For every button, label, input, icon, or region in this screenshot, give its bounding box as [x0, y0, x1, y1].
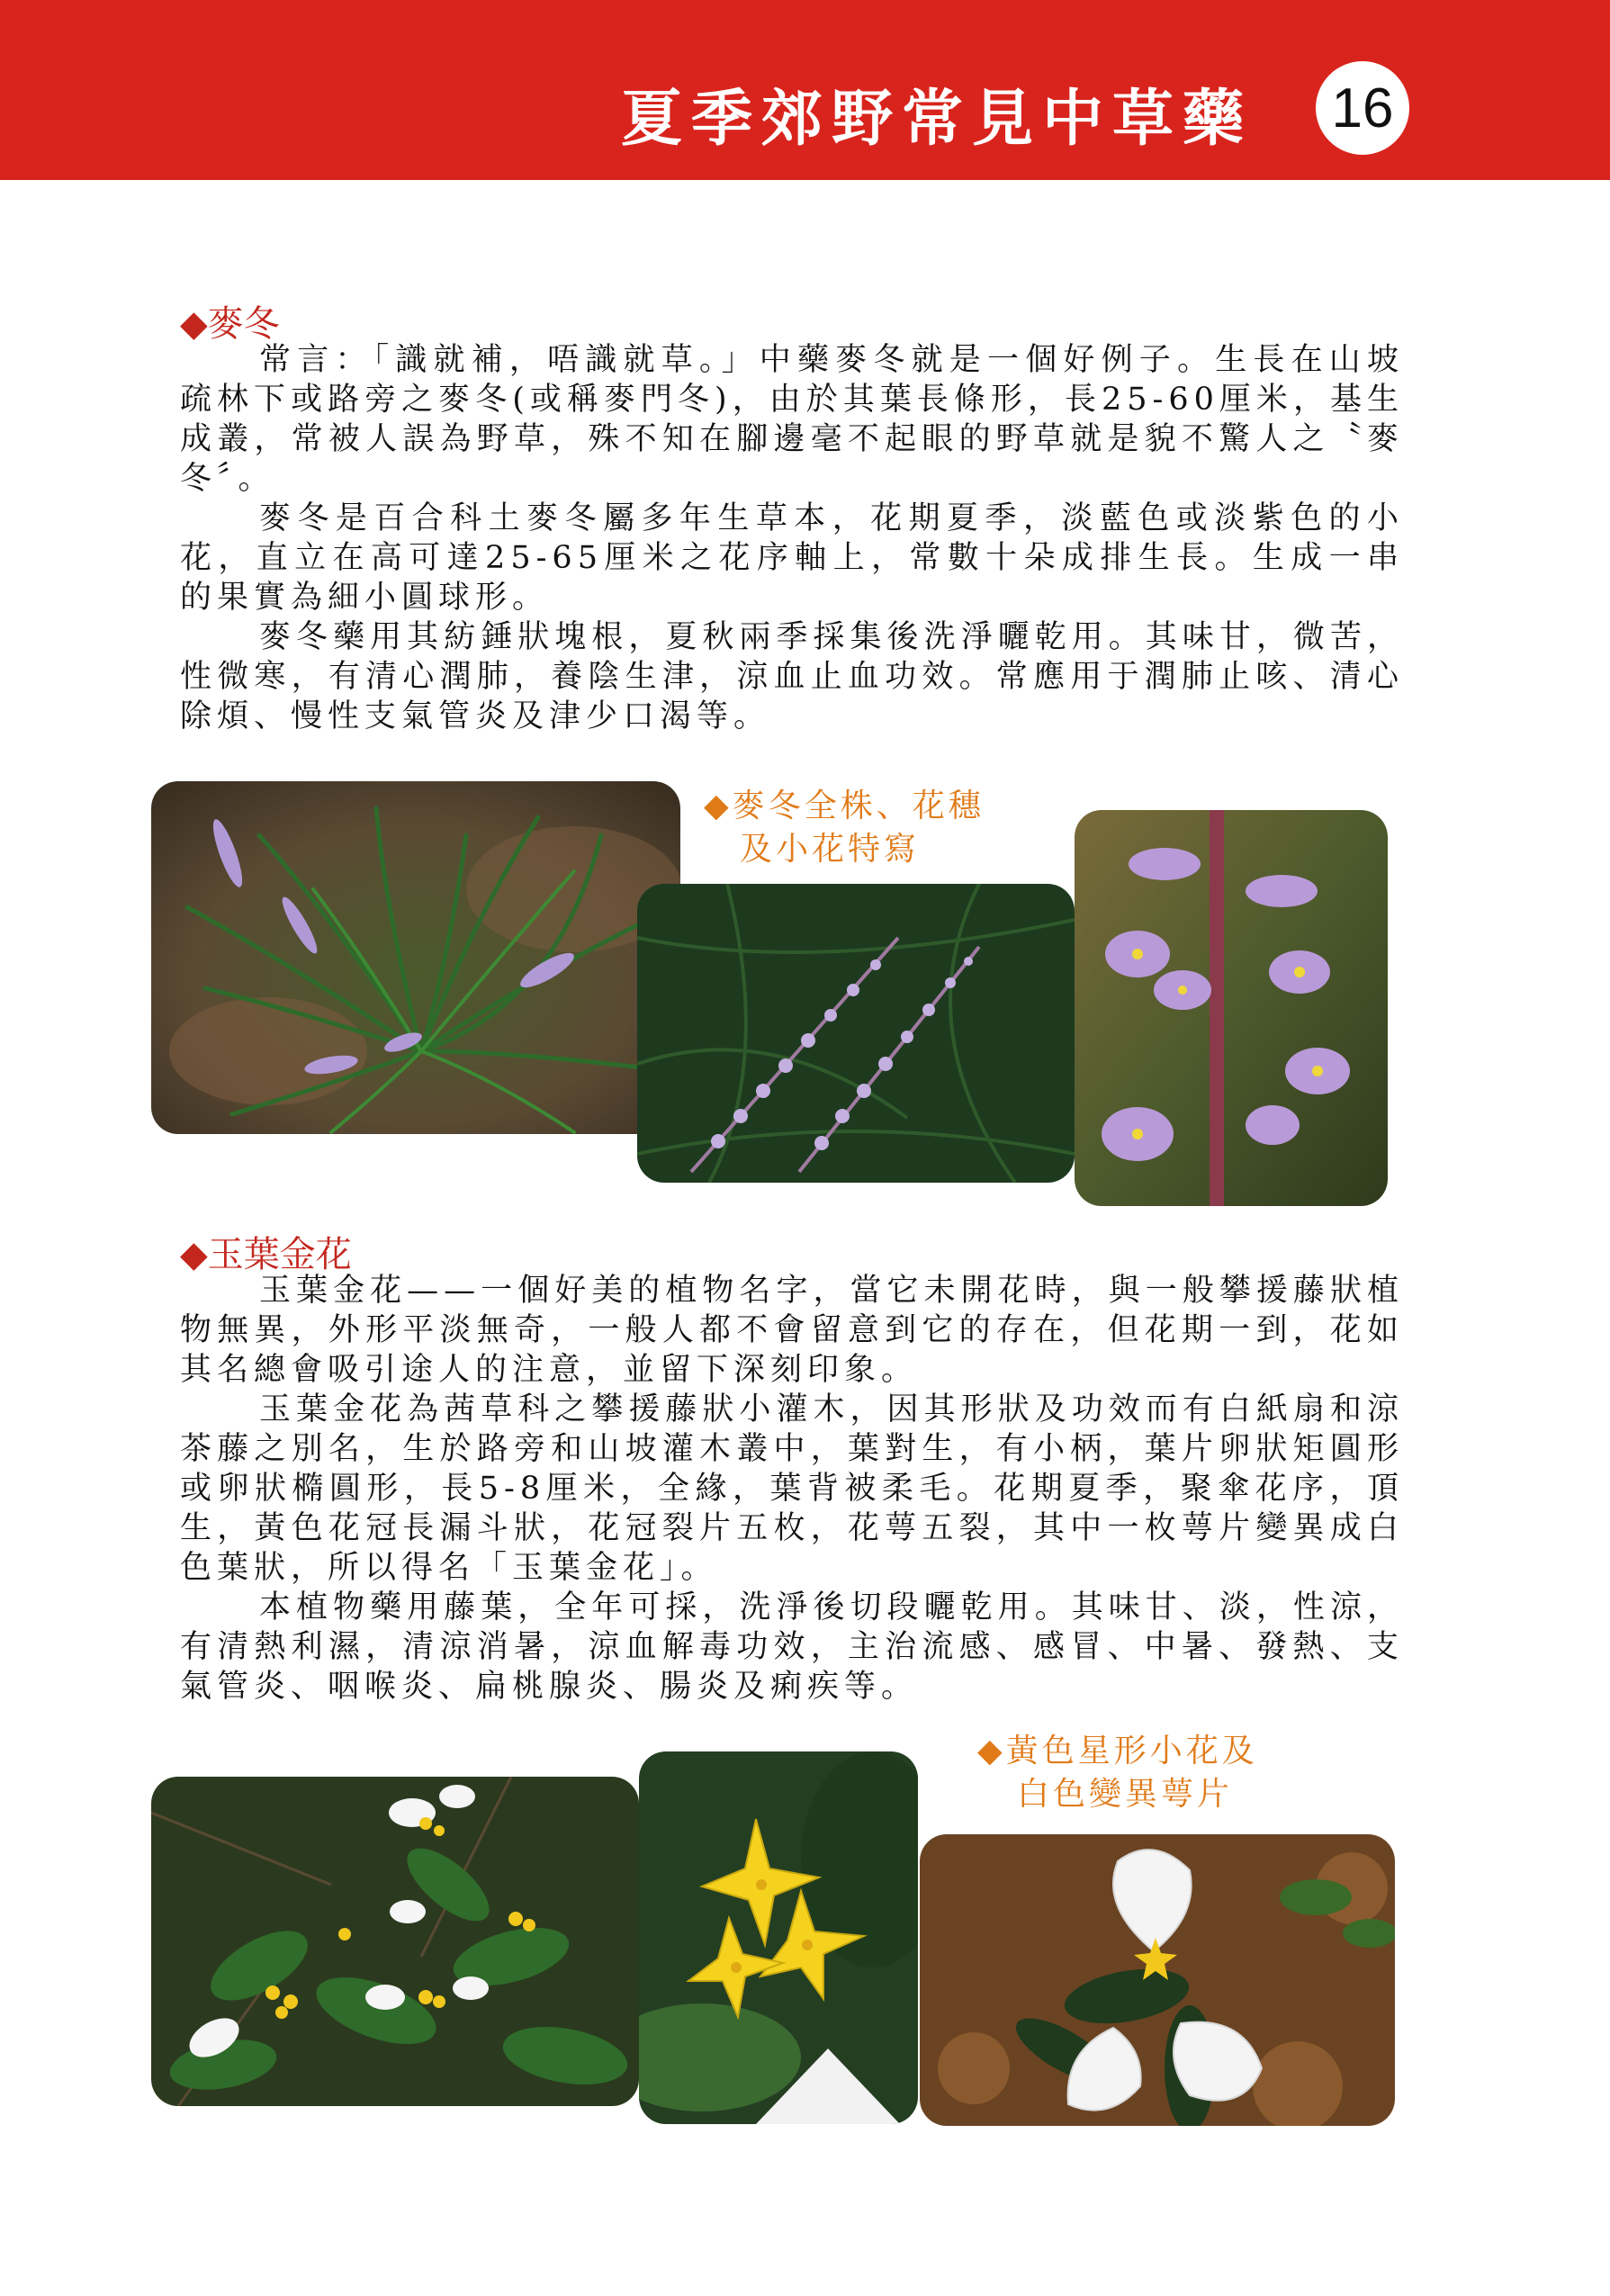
- caption-line: 白色變異萼片: [1017, 1776, 1234, 1813]
- photo-yuyejinhua-plant: [151, 1777, 639, 2106]
- photo-yuyejinhua-yellow-flowers: [639, 1751, 918, 2124]
- header-bar: [0, 0, 1610, 180]
- page-number: 16: [1331, 77, 1394, 140]
- diamond-bullet-icon: ◆: [977, 1733, 1006, 1769]
- caption-line: 及小花特寫: [740, 831, 921, 868]
- photo-maidong-flower-closeup: [1075, 810, 1388, 1206]
- paragraph: 玉葉金花為茜草科之攀援藤狀小灌木，因其形狀及功效而有白紙扇和涼茶藤之別名，生於路旁和山坡灌木叢中，葉對生，有小柄，葉片卵狀矩圓形或卵狀橢圓形，長5-8厘米，全緣，葉背被柔毛。花期夏季，聚傘花序，頂生，黃色花冠長漏斗狀，花冠裂片五枚，花萼五裂，其中一枚萼片變異成白色葉狀，所以得名「玉葉金花」。: [180, 1391, 1404, 1586]
- page-title: 夏季郊野常見中草藥: [621, 83, 1254, 155]
- paragraph: 麥冬是百合科土麥冬屬多年生草本，花期夏季，淡藍色或淡紫色的小花，直立在高可達25-65厘米之花序軸上，常數十朵成排生長。生成一串的果實為細小圓球形。: [180, 500, 1404, 616]
- paragraph: 玉葉金花——一個好美的植物名字，當它未開花時，與一般攀援藤狀植物無異，外形平淡無奇，一般人都不會留意到它的存在，但花期一到，花如其名總會吸引途人的注意，並留下深刻印象。: [180, 1273, 1404, 1388]
- section-heading-yuyejinhua: [180, 1226, 352, 1277]
- caption-line: 黃色星形小花及: [1005, 1733, 1258, 1769]
- page-number-badge: [1316, 61, 1409, 155]
- section-title: 玉葉金花: [207, 1234, 352, 1275]
- photo-maidong-whole-plant: [151, 781, 680, 1134]
- diamond-bullet-icon: ◆: [704, 788, 733, 824]
- photo-caption-maidong: [704, 785, 985, 871]
- photo-caption-yuyejinhua: [977, 1730, 1258, 1816]
- section-title: 麥冬: [207, 303, 280, 345]
- caption-line: 麥冬全株、花穗: [732, 788, 985, 824]
- section-heading-maidong: [180, 295, 280, 347]
- photo-yuyejinhua-white-sepal: [920, 1834, 1395, 2126]
- photo-maidong-flower-spike: [637, 884, 1075, 1183]
- paragraph: 麥冬藥用其紡錘狀塊根，夏秋兩季採集後洗淨曬乾用。其味甘，微苦，性微寒，有清心潤肺，養陰生津，涼血止血功效。常應用于潤肺止咳、清心除煩、慢性支氣管炎及津少口渴等。: [180, 619, 1404, 734]
- diamond-bullet-icon: ◆: [180, 1234, 208, 1275]
- diamond-bullet-icon: ◆: [180, 303, 208, 345]
- paragraph: 常言：「識就補，唔識就草。」中藥麥冬就是一個好例子。生長在山坡疏林下或路旁之麥冬(或稱麥門冬)，由於其葉長條形，長25-60厘米，基生成叢，常被人誤為野草，殊不知在腳邊毫不起眼的野草就是貌不驚人之〝麥冬〞。: [180, 342, 1404, 497]
- paragraph: 本植物藥用藤葉，全年可採，洗淨後切段曬乾用。其味甘、淡，性涼，有清熱利濕，清涼消暑，涼血解毒功效，主治流感、感冒、中暑、發熱、支氣管炎、咽喉炎、扁桃腺炎、腸炎及痢疾等。: [180, 1589, 1404, 1705]
